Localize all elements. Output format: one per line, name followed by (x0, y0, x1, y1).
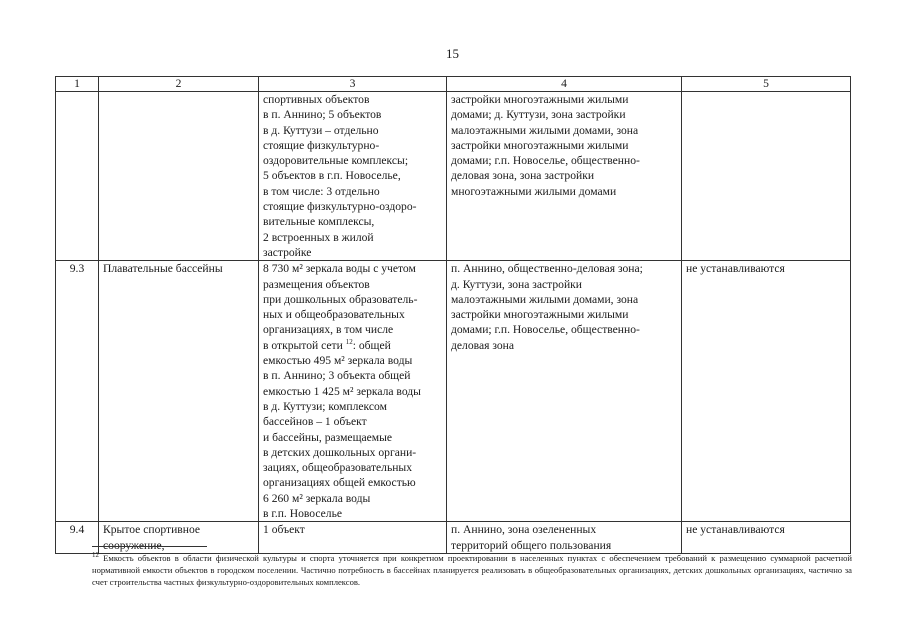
location-cell (447, 522, 682, 554)
capacity-line: стоящие физкультурно- (263, 138, 380, 152)
capacity-line: в детских дошкольных органи- (263, 445, 417, 459)
footnote-separator (92, 546, 207, 547)
location-line: деловая зона, зона застройки (451, 169, 595, 183)
table-header-row (56, 77, 851, 92)
capacity-line: организациях общей емкостью (263, 476, 416, 490)
capacity-line-with-footnote (263, 338, 442, 353)
location-line: домами; г.п. Новоселье, общественно- (451, 154, 640, 168)
footnote-text: Емкость объектов в области физической культуры и спорта уточняется при конкретном проектировании в населенных пунктах с обеспечением требований к размещению суммарной расчетной нормативной емкости объектов в городском поселении. Частично потребность в бассейнах планируется реализовать в общеобразовательных организациях, детских дошкольных организациях, частично за счет строительства частных физкультурно-оздоровительных комплексов. (92, 553, 852, 587)
header-cell-2: 2 (99, 77, 259, 92)
zone-cell: не устанавливаются (682, 522, 851, 554)
header-cell-4: 4 (447, 77, 682, 92)
capacity-line: застройке (263, 245, 312, 259)
row-number-cell: 9.3 (56, 261, 99, 522)
capacity-line: оздоровительные комплексы; (263, 154, 409, 168)
location-line: д. Куттузи, зона застройки (451, 277, 582, 291)
location-line: п. Аннино, общественно-деловая зона; (451, 262, 643, 276)
capacity-cell (259, 261, 447, 522)
location-line: застройки многоэтажными жилыми (451, 308, 629, 322)
capacity-cell: 1 объект (259, 522, 447, 554)
capacity-line: емкостью 495 м² зеркала воды (263, 354, 413, 368)
facility-name-cell (99, 522, 259, 554)
capacity-line: 6 260 м² зеркала воды (263, 491, 371, 505)
capacity-text: : общей (352, 338, 391, 352)
capacity-line: при дошкольных образователь- (263, 292, 418, 306)
header-cell-1: 1 (56, 77, 99, 92)
capacity-line: в д. Куттузи – отдельно (263, 123, 379, 137)
footnote (92, 552, 852, 588)
location-line: застройки многоэтажными жилыми (451, 138, 629, 152)
facility-name-cell (99, 92, 259, 261)
location-line: малоэтажными жилыми домами, зона (451, 292, 639, 306)
facility-name-line: Крытое спортивное (103, 523, 201, 537)
zone-cell (682, 92, 851, 261)
header-cell-5: 5 (682, 77, 851, 92)
capacity-cell (259, 92, 447, 261)
capacity-line: и бассейны, размещаемые (263, 430, 393, 444)
capacity-line: в г.п. Новоселье (263, 507, 343, 521)
location-line: малоэтажными жилыми домами, зона (451, 123, 639, 137)
location-line: п. Аннино, зона озелененных (451, 523, 597, 537)
capacity-line: размещения объектов (263, 277, 370, 291)
table-row-continuation (56, 92, 851, 261)
capacity-line: 2 встроенных в жилой (263, 230, 374, 244)
footnote-reference: 12 (345, 337, 353, 346)
capacity-text: в открытой сети (263, 338, 346, 352)
capacity-line: вительные комплексы, (263, 215, 375, 229)
location-line: домами; д. Куттузи, зона застройки (451, 108, 626, 122)
capacity-line: 8 730 м² зеркала воды с учетом (263, 262, 416, 276)
capacity-line: зациях, общеобразовательных (263, 461, 413, 475)
capacity-line: в п. Аннино; 3 объекта общей (263, 369, 411, 383)
facilities-table (55, 76, 851, 554)
row-number-cell (56, 92, 99, 261)
row-number-cell: 9.4 (56, 522, 99, 554)
capacity-line: бассейнов – 1 объект (263, 415, 367, 429)
page-number: 15 (446, 46, 459, 61)
capacity-line: стоящие физкультурно-оздоро- (263, 200, 417, 214)
location-line: застройки многоэтажными жилыми (451, 93, 629, 106)
table-row-9-3 (56, 261, 851, 522)
capacity-line: ных и общеобразовательных (263, 308, 405, 322)
zone-cell: не устанавливаются (682, 261, 851, 522)
capacity-line: 5 объектов в г.п. Новоселье, (263, 169, 401, 183)
capacity-line: в том числе: 3 отдельно (263, 184, 380, 198)
location-line: домами; г.п. Новоселье, общественно- (451, 323, 640, 337)
capacity-line: емкостью 1 425 м² зеркала воды (263, 384, 421, 398)
facility-name-line: сооружение, (103, 538, 165, 552)
facility-name-cell: Плавательные бассейны (99, 261, 259, 522)
capacity-line: в д. Куттузи; комплексом (263, 399, 387, 413)
table-row-9-4 (56, 522, 851, 554)
location-cell (447, 92, 682, 261)
footnote-marker: 12 (92, 551, 99, 560)
location-line: многоэтажными жилыми домами (451, 184, 617, 198)
capacity-line: спортивных объектов (263, 93, 370, 106)
capacity-line: в п. Аннино; 5 объектов (263, 108, 382, 122)
location-line: деловая зона (451, 338, 514, 352)
capacity-line: организациях, в том числе (263, 323, 394, 337)
location-cell (447, 261, 682, 522)
header-cell-3: 3 (259, 77, 447, 92)
location-line: территорий общего пользования (451, 538, 612, 552)
